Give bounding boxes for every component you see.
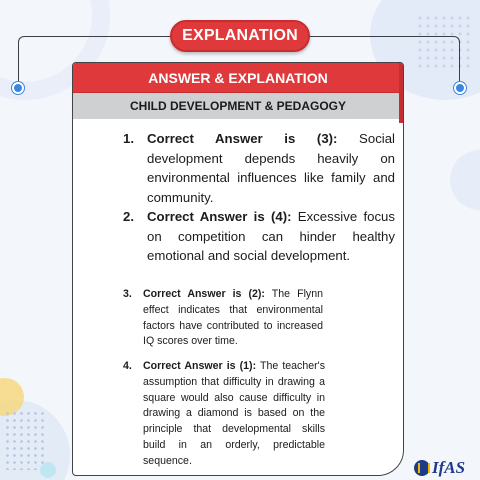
card-subtitle: CHILD DEVELOPMENT & PEDAGOGY [73,93,403,119]
answer-number: 3. [123,288,132,300]
explanation-badge: EXPLANATION [170,20,310,52]
connector-node-left [12,82,24,94]
logo-mark-icon [414,460,430,476]
answer-text [147,207,395,266]
answer-text [147,129,395,207]
background-circle [450,150,480,210]
brand-logo [414,458,465,478]
answer-item [123,207,395,266]
answer-body: The Flynn effect indicates that environmental factors have contributed to increased IQ scores over time. [143,288,323,348]
answer-item [123,129,395,207]
answer-number: 4. [123,360,132,372]
answer-item [123,359,325,470]
answer-number: 2. [123,209,134,224]
answer-label: Correct Answer is (4): [147,209,292,224]
answer-item [123,287,323,350]
background-circle [40,462,56,478]
background-dot-pattern [4,410,44,470]
card-accent-bar [399,63,404,123]
answer-number: 1. [123,131,134,146]
card-title: ANSWER & EXPLANATION [73,63,403,93]
answer-body: Excessive focus on competition can hinder healthy emotional and social development. [147,209,395,263]
logo-text: IfAS [432,458,466,477]
answer-body: The teacher's assumption that difficulty in drawing a square would also cause difficulty in drawing a diamond is based on the principle that developmental skills build in an orderly, predictable sequence. [143,360,325,467]
answer-label: Correct Answer is (1): [143,360,257,372]
answer-label: Correct Answer is (2): [143,288,265,300]
answer-body: Social development depends heavily on environmental influences like family and community. [147,131,395,205]
answer-text [143,359,325,470]
answer-label: Correct Answer is (3): [147,131,338,146]
answer-card [72,62,404,476]
answer-text [143,287,323,350]
connector-node-right [454,82,466,94]
